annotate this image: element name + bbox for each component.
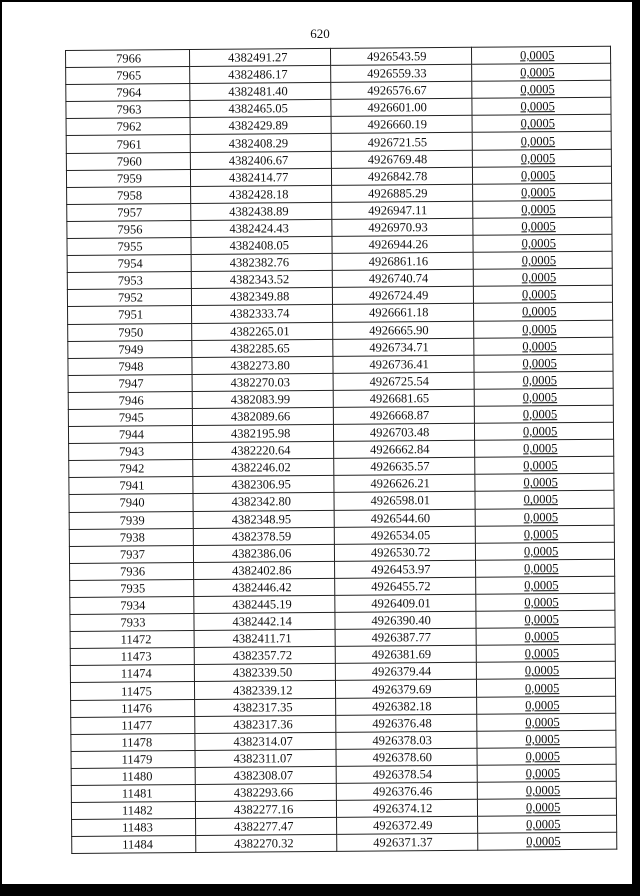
point-id-cell: 7940 xyxy=(69,494,193,512)
y-coordinate-cell: 4926626.21 xyxy=(334,475,475,493)
point-id-cell: 11475 xyxy=(70,682,194,700)
value-cell: 0,0005 xyxy=(472,115,611,133)
y-coordinate-cell: 4926635.57 xyxy=(334,458,475,476)
point-id-cell: 11481 xyxy=(71,785,195,803)
point-id-cell: 11472 xyxy=(70,631,194,649)
coordinates-table-body xyxy=(66,46,617,854)
x-coordinate-cell: 4382481.40 xyxy=(190,83,331,101)
value-cell: 0,0005 xyxy=(475,439,614,457)
scan-edge-right xyxy=(632,0,640,896)
y-coordinate-cell: 4926376.48 xyxy=(336,714,477,732)
y-coordinate-cell: 4926944.26 xyxy=(332,235,473,253)
point-id-cell: 7963 xyxy=(66,101,190,119)
value-cell: 0,0005 xyxy=(474,405,613,423)
value-cell: 0,0005 xyxy=(472,80,611,98)
value-cell: 0,0005 xyxy=(477,747,616,765)
y-coordinate-cell: 4926736.41 xyxy=(333,355,474,373)
y-coordinate-cell: 4926390.40 xyxy=(335,611,476,629)
y-coordinate-cell: 4926543.59 xyxy=(330,47,471,65)
x-coordinate-cell: 4382342.80 xyxy=(193,493,334,511)
x-coordinate-cell: 4382339.50 xyxy=(194,664,335,682)
x-coordinate-cell: 4382333.74 xyxy=(192,305,333,323)
x-coordinate-cell: 4382465.05 xyxy=(190,100,331,118)
point-id-cell: 11477 xyxy=(71,716,195,734)
y-coordinate-cell: 4926409.01 xyxy=(335,594,476,612)
value-cell: 0,0005 xyxy=(474,303,613,321)
x-coordinate-cell: 4382411.71 xyxy=(194,630,335,648)
y-coordinate-cell: 4926703.48 xyxy=(333,423,474,441)
value-cell: 0,0005 xyxy=(474,388,613,406)
point-id-cell: 7939 xyxy=(69,511,193,529)
point-id-cell: 7944 xyxy=(68,426,192,444)
point-id-cell: 7959 xyxy=(66,169,190,187)
value-cell: 0,0005 xyxy=(474,422,613,440)
point-id-cell: 7937 xyxy=(69,545,193,563)
y-coordinate-cell: 4926576.67 xyxy=(331,81,472,99)
point-id-cell: 7955 xyxy=(67,238,191,256)
value-cell: 0,0005 xyxy=(472,132,611,150)
x-coordinate-cell: 4382089.66 xyxy=(192,407,333,425)
value-cell: 0,0005 xyxy=(473,268,612,286)
x-coordinate-cell: 4382277.47 xyxy=(196,818,337,836)
point-id-cell: 11476 xyxy=(71,699,195,717)
point-id-cell: 11473 xyxy=(70,648,194,666)
point-id-cell: 7965 xyxy=(66,67,190,85)
value-cell: 0,0005 xyxy=(476,559,615,577)
value-cell: 0,0005 xyxy=(477,730,616,748)
value-cell: 0,0005 xyxy=(472,149,611,167)
point-id-cell: 7952 xyxy=(67,289,191,307)
point-id-cell: 7943 xyxy=(69,443,193,461)
x-coordinate-cell: 4382246.02 xyxy=(193,459,334,477)
y-coordinate-cell: 4926530.72 xyxy=(334,543,475,561)
point-id-cell: 11478 xyxy=(71,733,195,751)
point-id-cell: 11474 xyxy=(70,665,194,683)
scan-edge-top xyxy=(0,0,640,2)
y-coordinate-cell: 4926740.74 xyxy=(332,270,473,288)
x-coordinate-cell: 4382083.99 xyxy=(192,390,333,408)
y-coordinate-cell: 4926544.60 xyxy=(334,509,475,527)
point-id-cell: 11480 xyxy=(71,767,195,785)
y-coordinate-cell: 4926661.18 xyxy=(333,304,474,322)
point-id-cell: 7938 xyxy=(69,528,193,546)
value-cell: 0,0005 xyxy=(477,781,616,799)
y-coordinate-cell: 4926382.18 xyxy=(336,697,477,715)
point-id-cell: 11483 xyxy=(72,819,196,837)
x-coordinate-cell: 4382442.14 xyxy=(194,612,335,630)
x-coordinate-cell: 4382270.03 xyxy=(192,373,333,391)
value-cell: 0,0005 xyxy=(475,508,614,526)
y-coordinate-cell: 4926769.48 xyxy=(331,150,472,168)
value-cell: 0,0005 xyxy=(477,713,616,731)
y-coordinate-cell: 4926381.69 xyxy=(335,646,476,664)
point-id-cell: 7962 xyxy=(66,118,190,136)
value-cell: 0,0005 xyxy=(473,200,612,218)
value-cell: 0,0005 xyxy=(472,63,611,81)
point-id-cell: 7957 xyxy=(67,203,191,221)
y-coordinate-cell: 4926378.60 xyxy=(336,748,477,766)
y-coordinate-cell: 4926668.87 xyxy=(333,406,474,424)
value-cell: 0,0005 xyxy=(474,371,613,389)
value-cell: 0,0005 xyxy=(475,474,614,492)
x-coordinate-cell: 4382378.59 xyxy=(193,527,334,545)
value-cell: 0,0005 xyxy=(476,610,615,628)
value-cell: 0,0005 xyxy=(473,234,612,252)
value-cell: 0,0005 xyxy=(477,696,616,714)
x-coordinate-cell: 4382317.36 xyxy=(195,715,336,733)
x-coordinate-cell: 4382293.66 xyxy=(195,783,336,801)
value-cell: 0,0005 xyxy=(475,491,614,509)
y-coordinate-cell: 4926559.33 xyxy=(331,64,472,82)
x-coordinate-cell: 4382408.29 xyxy=(190,134,331,152)
x-coordinate-cell: 4382285.65 xyxy=(192,339,333,357)
value-cell: 0,0005 xyxy=(477,764,616,782)
y-coordinate-cell: 4926455.72 xyxy=(335,577,476,595)
point-id-cell: 7954 xyxy=(67,255,191,273)
x-coordinate-cell: 4382402.86 xyxy=(194,561,335,579)
y-coordinate-cell: 4926947.11 xyxy=(332,201,473,219)
y-coordinate-cell: 4926379.69 xyxy=(335,680,476,698)
x-coordinate-cell: 4382491.27 xyxy=(190,48,331,66)
table-row xyxy=(72,833,617,854)
value-cell: 0,0005 xyxy=(473,286,612,304)
point-id-cell: 7947 xyxy=(68,374,192,392)
y-coordinate-cell: 4926660.19 xyxy=(331,116,472,134)
y-coordinate-cell: 4926376.46 xyxy=(336,782,477,800)
value-cell: 0,0005 xyxy=(477,798,616,816)
y-coordinate-cell: 4926379.44 xyxy=(335,663,476,681)
value-cell: 0,0005 xyxy=(474,320,613,338)
y-coordinate-cell: 4926734.71 xyxy=(333,338,474,356)
y-coordinate-cell: 4926724.49 xyxy=(332,287,473,305)
value-cell: 0,0005 xyxy=(475,542,614,560)
value-cell: 0,0005 xyxy=(476,679,615,697)
point-id-cell: 7966 xyxy=(66,50,190,68)
point-id-cell: 7935 xyxy=(70,579,194,597)
y-coordinate-cell: 4926885.29 xyxy=(332,184,473,202)
point-id-cell: 7956 xyxy=(67,220,191,238)
value-cell: 0,0005 xyxy=(472,97,611,115)
x-coordinate-cell: 4382445.19 xyxy=(194,595,335,613)
x-coordinate-cell: 4382386.06 xyxy=(193,544,334,562)
x-coordinate-cell: 4382317.35 xyxy=(195,698,336,716)
x-coordinate-cell: 4382311.07 xyxy=(195,749,336,767)
value-cell: 0,0005 xyxy=(473,217,612,235)
y-coordinate-cell: 4926861.16 xyxy=(332,252,473,270)
x-coordinate-cell: 4382343.52 xyxy=(191,271,332,289)
point-id-cell: 7949 xyxy=(68,340,192,358)
point-id-cell: 7942 xyxy=(69,460,193,478)
x-coordinate-cell: 4382195.98 xyxy=(192,424,333,442)
point-id-cell: 11484 xyxy=(72,836,196,854)
coordinates-table xyxy=(65,46,617,855)
point-id-cell: 11482 xyxy=(71,802,195,820)
y-coordinate-cell: 4926598.01 xyxy=(334,492,475,510)
value-cell: 0,0005 xyxy=(475,525,614,543)
value-cell: 0,0005 xyxy=(476,662,615,680)
value-cell: 0,0005 xyxy=(476,593,615,611)
x-coordinate-cell: 4382438.89 xyxy=(191,202,332,220)
point-id-cell: 11479 xyxy=(71,750,195,768)
value-cell: 0,0005 xyxy=(475,456,614,474)
point-id-cell: 7936 xyxy=(70,562,194,580)
y-coordinate-cell: 4926378.54 xyxy=(336,765,477,783)
y-coordinate-cell: 4926387.77 xyxy=(335,628,476,646)
x-coordinate-cell: 4382414.77 xyxy=(190,168,331,186)
y-coordinate-cell: 4926374.12 xyxy=(336,799,477,817)
value-cell: 0,0005 xyxy=(473,251,612,269)
y-coordinate-cell: 4926601.00 xyxy=(331,99,472,117)
value-cell: 0,0005 xyxy=(473,183,612,201)
x-coordinate-cell: 4382339.12 xyxy=(194,681,335,699)
value-cell: 0,0005 xyxy=(471,46,610,64)
x-coordinate-cell: 4382349.88 xyxy=(191,288,332,306)
x-coordinate-cell: 4382220.64 xyxy=(193,442,334,460)
x-coordinate-cell: 4382428.18 xyxy=(191,185,332,203)
y-coordinate-cell: 4926725.54 xyxy=(333,372,474,390)
x-coordinate-cell: 4382308.07 xyxy=(195,766,336,784)
x-coordinate-cell: 4382265.01 xyxy=(192,322,333,340)
point-id-cell: 7950 xyxy=(68,323,192,341)
x-coordinate-cell: 4382348.95 xyxy=(193,510,334,528)
x-coordinate-cell: 4382408.05 xyxy=(191,236,332,254)
x-coordinate-cell: 4382446.42 xyxy=(194,578,335,596)
value-cell: 0,0005 xyxy=(476,627,615,645)
y-coordinate-cell: 4926534.05 xyxy=(334,526,475,544)
coordinates-table-container xyxy=(65,46,616,855)
point-id-cell: 7960 xyxy=(66,152,190,170)
point-id-cell: 7961 xyxy=(66,135,190,153)
point-id-cell: 7948 xyxy=(68,357,192,375)
y-coordinate-cell: 4926378.03 xyxy=(336,731,477,749)
point-id-cell: 7958 xyxy=(67,186,191,204)
y-coordinate-cell: 4926970.93 xyxy=(332,218,473,236)
value-cell: 0,0005 xyxy=(478,833,617,851)
x-coordinate-cell: 4382382.76 xyxy=(191,254,332,272)
point-id-cell: 7951 xyxy=(68,306,192,324)
x-coordinate-cell: 4382314.07 xyxy=(195,732,336,750)
scan-edge-bottom xyxy=(0,884,640,896)
point-id-cell: 7964 xyxy=(66,84,190,102)
y-coordinate-cell: 4926662.84 xyxy=(334,440,475,458)
x-coordinate-cell: 4382273.80 xyxy=(192,356,333,374)
value-cell: 0,0005 xyxy=(476,576,615,594)
point-id-cell: 7945 xyxy=(68,408,192,426)
x-coordinate-cell: 4382486.17 xyxy=(190,66,331,84)
x-coordinate-cell: 4382357.72 xyxy=(194,647,335,665)
y-coordinate-cell: 4926681.65 xyxy=(333,389,474,407)
x-coordinate-cell: 4382406.67 xyxy=(190,151,331,169)
value-cell: 0,0005 xyxy=(472,166,611,184)
y-coordinate-cell: 4926453.97 xyxy=(335,560,476,578)
scan-edge-left xyxy=(0,0,2,896)
value-cell: 0,0005 xyxy=(476,644,615,662)
y-coordinate-cell: 4926721.55 xyxy=(331,133,472,151)
y-coordinate-cell: 4926372.49 xyxy=(337,817,478,835)
point-id-cell: 7953 xyxy=(67,272,191,290)
y-coordinate-cell: 4926842.78 xyxy=(331,167,472,185)
point-id-cell: 7946 xyxy=(68,391,192,409)
y-coordinate-cell: 4926371.37 xyxy=(337,834,478,852)
x-coordinate-cell: 4382429.89 xyxy=(190,117,331,135)
value-cell: 0,0005 xyxy=(474,354,613,372)
page-number: 620 xyxy=(310,26,330,41)
y-coordinate-cell: 4926665.90 xyxy=(333,321,474,339)
x-coordinate-cell: 4382424.43 xyxy=(191,219,332,237)
x-coordinate-cell: 4382270.32 xyxy=(196,835,337,853)
x-coordinate-cell: 4382277.16 xyxy=(195,801,336,819)
value-cell: 0,0005 xyxy=(474,337,613,355)
x-coordinate-cell: 4382306.95 xyxy=(193,476,334,494)
value-cell: 0,0005 xyxy=(478,815,617,833)
point-id-cell: 7933 xyxy=(70,614,194,632)
point-id-cell: 7934 xyxy=(70,597,194,615)
point-id-cell: 7941 xyxy=(69,477,193,495)
